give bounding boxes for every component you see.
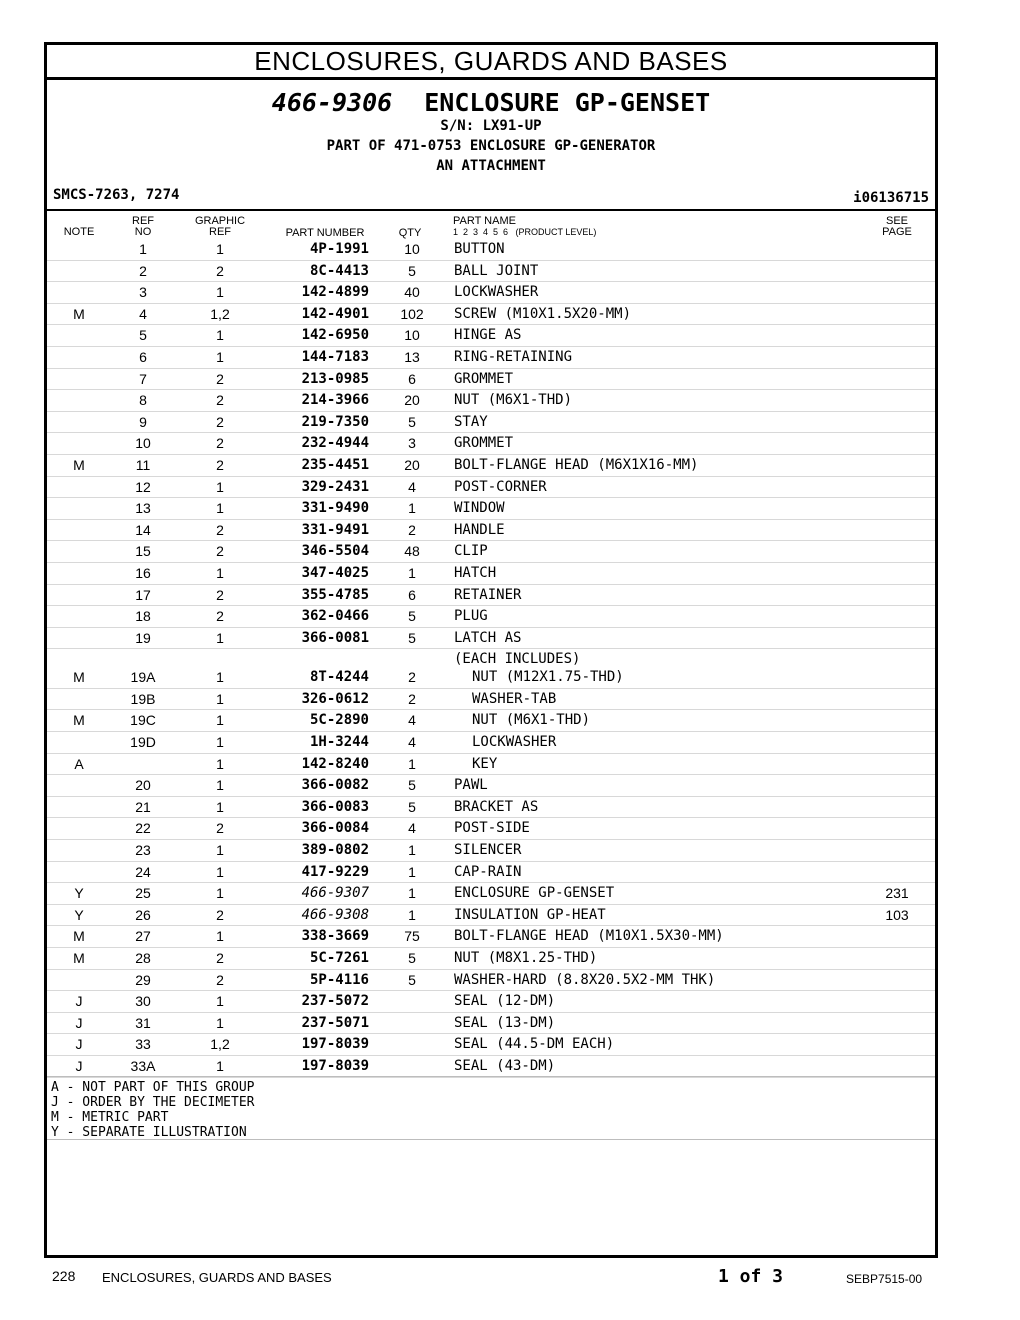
table-row: [47, 477, 935, 499]
cell-graphic-ref: 1: [216, 885, 224, 902]
cell-part-name: HATCH: [454, 564, 497, 581]
cell-part-name: BALL JOINT: [454, 262, 539, 279]
cell-part-number: 331-9491: [301, 521, 369, 538]
cell-part-number: 8T-4244: [309, 669, 369, 686]
table-row: [47, 840, 935, 862]
cell-graphic-ref: 2: [216, 820, 224, 837]
cell-ref-no: 23: [135, 842, 151, 859]
cell-part-name: RING-RETAINING: [454, 348, 573, 365]
cell-qty: 4: [408, 712, 416, 729]
cell-ref-no: 19: [135, 629, 151, 646]
cell-ref-no: 3: [139, 284, 147, 301]
col-part-number-header: PART NUMBER: [285, 227, 365, 239]
table-row: [47, 261, 935, 283]
cell-part-number: 197-8039: [301, 1057, 369, 1074]
cell-part-name: NUT (M6X1-THD): [472, 712, 591, 729]
cell-note: M: [73, 928, 85, 945]
table-row: [47, 883, 935, 905]
cell-part-name: PLUG: [454, 608, 488, 625]
cell-graphic-ref: 1: [216, 928, 224, 945]
table-row: [47, 369, 935, 391]
cell-part-name: (EACH INCLUDES): [454, 651, 581, 668]
cell-ref-no: 21: [135, 798, 151, 815]
section-title: ENCLOSURES, GUARDS AND BASES: [47, 45, 935, 80]
cell-ref-no: 16: [135, 564, 151, 581]
cell-graphic-ref: 1: [216, 348, 224, 365]
cell-ref-no: 20: [135, 777, 151, 794]
cell-graphic-ref: 1: [216, 284, 224, 301]
cell-part-name: GROMMET: [454, 370, 514, 387]
cell-part-number: 235-4451: [301, 456, 369, 473]
table-row: [47, 1034, 935, 1056]
table-row: [47, 926, 935, 948]
col-see-header-line2: PAGE: [882, 226, 912, 238]
serial-range: S/N: LX91-UP: [440, 118, 542, 134]
cell-qty: 2: [408, 690, 416, 707]
cell-ref-no: 26: [135, 906, 151, 923]
table-row: [47, 239, 935, 261]
cell-part-name: SCREW (M10X1.5X20-MM): [454, 305, 632, 322]
footer-sheet: 1 of 3: [718, 1266, 784, 1287]
cell-graphic-ref: 1: [216, 690, 224, 707]
cell-graphic-ref: 2: [216, 392, 224, 409]
cell-part-number: 366-0083: [301, 798, 369, 815]
cell-ref-no: 7: [139, 370, 147, 387]
cell-graphic-ref: 1: [216, 564, 224, 581]
cell-part-number: 142-8240: [301, 755, 369, 772]
table-row: [47, 710, 935, 732]
cell-qty: 2: [408, 669, 416, 686]
cell-qty: 1: [408, 500, 416, 517]
cell-ref-no: 28: [135, 950, 151, 966]
cell-ref-no: 18: [135, 608, 151, 625]
cell-part-name: NUT (M8X1.25-THD): [454, 950, 598, 966]
cell-part-name: LATCH AS: [454, 629, 522, 646]
table-row: [47, 585, 935, 607]
note-line: A - NOT PART OF THIS GROUP: [51, 1080, 255, 1095]
col-ref-header-line1: REF: [132, 215, 154, 227]
cell-part-number: 338-3669: [301, 928, 369, 945]
cell-ref-no: 15: [135, 543, 151, 560]
cell-note: J: [75, 1014, 83, 1031]
cell-qty: 3: [408, 435, 416, 452]
cell-part-name: WASHER-HARD (8.8X20.5X2-MM THK): [454, 971, 716, 988]
cell-note: M: [73, 305, 85, 322]
cell-ref-no: 24: [135, 863, 151, 880]
cell-qty: 5: [408, 950, 416, 966]
col-part-name-label: PART NAME: [453, 215, 516, 227]
cell-qty: 10: [404, 327, 420, 344]
cell-graphic-ref: 2: [216, 543, 224, 560]
cell-graphic-ref: 1: [216, 1057, 224, 1074]
cell-part-number: 326-0612: [301, 690, 369, 707]
cell-part-number: 362-0466: [301, 608, 369, 625]
illustration-id: i06136715: [853, 190, 929, 206]
cell-graphic-ref: 2: [216, 413, 224, 430]
cell-part-number: 4P-1991: [309, 241, 369, 257]
cell-part-name: SEAL (43-DM): [454, 1057, 556, 1074]
table-row: [47, 628, 935, 650]
cell-graphic-ref: 2: [216, 370, 224, 387]
cell-part-number: 5C-2890: [309, 712, 369, 729]
col-ref-header: [123, 216, 163, 238]
cell-part-name: WASHER-TAB: [472, 690, 557, 707]
cell-graphic-ref: 2: [216, 971, 224, 988]
table-row: [47, 905, 935, 927]
footer-section: ENCLOSURES, GUARDS AND BASES: [102, 1270, 332, 1285]
cell-part-name: GROMMET: [454, 435, 514, 452]
cell-qty: 40: [404, 284, 420, 301]
cell-qty: 4: [408, 478, 416, 495]
cell-ref-no: 12: [135, 478, 151, 495]
cell-part-name: SEAL (44.5-DM EACH): [454, 1036, 615, 1053]
cell-graphic-ref: 1: [216, 669, 224, 686]
cell-part-number: 5P-4116: [309, 971, 369, 988]
cell-see-page: 231: [885, 885, 909, 902]
cell-part-name: ENCLOSURE GP-GENSET: [454, 885, 615, 902]
cell-ref-no: 4: [139, 305, 147, 322]
cell-graphic-ref: 2: [216, 456, 224, 473]
col-note-header: NOTE: [63, 226, 95, 238]
cell-note: A: [74, 755, 84, 772]
table-row: [47, 282, 935, 304]
cell-graphic-ref: 1: [216, 241, 224, 257]
cell-graphic-ref: 1: [216, 863, 224, 880]
cell-qty: 5: [408, 777, 416, 794]
footer-page-number: 228: [52, 1268, 76, 1284]
product-level-scale: 1 2 3 4 5 6 (PRODUCT LEVEL): [453, 227, 597, 237]
notes-divider-bottom: [47, 1139, 935, 1140]
cell-part-name: BOLT-FLANGE HEAD (M10X1.5X30-MM): [454, 928, 724, 945]
cell-ref-no: 30: [135, 993, 151, 1010]
cell-part-number: 466-9308: [301, 906, 369, 923]
cell-part-number: 331-9490: [301, 500, 369, 517]
cell-qty: 48: [404, 543, 420, 560]
table-row: [47, 347, 935, 369]
cell-part-number: 214-3966: [301, 392, 369, 409]
cell-graphic-ref: 1: [216, 500, 224, 517]
cell-part-name: HANDLE: [454, 521, 505, 538]
cell-ref-no: 1: [139, 241, 147, 257]
cell-graphic-ref: 1: [216, 993, 224, 1010]
cell-ref-no: 13: [135, 500, 151, 517]
cell-ref-no: 22: [135, 820, 151, 837]
note-line: M - METRIC PART: [51, 1110, 169, 1125]
cell-part-number: 355-4785: [301, 586, 369, 603]
cell-ref-no: 27: [135, 928, 151, 945]
table-row: [47, 325, 935, 347]
cell-note: J: [75, 1057, 83, 1074]
parts-table: [47, 239, 935, 1078]
cell-qty: 5: [408, 262, 416, 279]
cell-graphic-ref: 1: [216, 478, 224, 495]
part-of-line: PART OF 471-0753 ENCLOSURE GP-GENERATOR: [326, 138, 656, 154]
cell-part-name: SEAL (12-DM): [454, 993, 556, 1010]
cell-ref-no: 19D: [130, 734, 156, 751]
table-row: [47, 433, 935, 455]
cell-part-name: NUT (M6X1-THD): [454, 392, 573, 409]
cell-note: M: [73, 950, 85, 966]
cell-part-number: 347-4025: [301, 564, 369, 581]
table-row: [47, 732, 935, 754]
cell-graphic-ref: 2: [216, 950, 224, 966]
table-row: [47, 862, 935, 884]
cell-note: M: [73, 669, 85, 686]
col-graphic-header-line2: REF: [209, 226, 231, 238]
cell-graphic-ref: 1: [216, 842, 224, 859]
cell-part-name: RETAINER: [454, 586, 522, 603]
cell-qty: 1: [408, 755, 416, 772]
table-row: [47, 390, 935, 412]
cell-note: M: [73, 712, 85, 729]
cell-qty: 4: [408, 734, 416, 751]
col-see-header-line1: SEE: [885, 215, 908, 227]
cell-qty: 1: [408, 863, 416, 880]
cell-qty: 1: [408, 885, 416, 902]
col-qty-header: QTY: [398, 227, 422, 239]
cell-part-number: 142-6950: [301, 327, 369, 344]
cell-qty: 1: [408, 564, 416, 581]
cell-part-name: BUTTON: [454, 241, 505, 257]
cell-qty: 10: [404, 241, 420, 257]
cell-graphic-ref: 2: [216, 262, 224, 279]
cell-qty: 5: [408, 413, 416, 430]
cell-part-name: LOCKWASHER: [454, 284, 539, 301]
table-row: [47, 991, 935, 1013]
cell-graphic-ref: 1: [216, 327, 224, 344]
cell-part-name: POST-CORNER: [454, 478, 547, 495]
cell-graphic-ref: 1: [216, 777, 224, 794]
cell-part-name: BRACKET AS: [454, 798, 539, 815]
table-row: [47, 775, 935, 797]
cell-qty: 5: [408, 798, 416, 815]
cell-ref-no: 6: [139, 348, 147, 365]
table-row: [47, 689, 935, 711]
cell-part-number: 389-0802: [301, 842, 369, 859]
table-row: [47, 606, 935, 628]
cell-ref-no: 8: [139, 392, 147, 409]
cell-qty: 1: [408, 906, 416, 923]
table-row: [47, 667, 935, 689]
cell-qty: 2: [408, 521, 416, 538]
cell-part-number: 366-0081: [301, 629, 369, 646]
cell-graphic-ref: 1: [216, 629, 224, 646]
cell-ref-no: 10: [135, 435, 151, 452]
cell-part-number: 466-9307: [301, 885, 369, 902]
table-row: [47, 754, 935, 776]
cell-qty: 4: [408, 820, 416, 837]
cell-qty: 75: [404, 928, 420, 945]
cell-part-name: SILENCER: [454, 842, 522, 859]
table-row: [47, 563, 935, 585]
cell-part-number: 142-4899: [301, 284, 369, 301]
col-graphic-header: [189, 216, 251, 238]
cell-graphic-ref: 2: [216, 521, 224, 538]
cell-graphic-ref: 2: [216, 586, 224, 603]
cell-part-number: 346-5504: [301, 543, 369, 560]
cell-ref-no: 25: [135, 885, 151, 902]
cell-note: M: [73, 456, 85, 473]
cell-ref-no: 33A: [130, 1057, 156, 1074]
table-row: [47, 649, 935, 667]
cell-part-name: INSULATION GP-HEAT: [454, 906, 606, 923]
cell-part-number: 366-0084: [301, 820, 369, 837]
table-row: [47, 304, 935, 326]
cell-ref-no: 31: [135, 1014, 151, 1031]
cell-see-page: 103: [885, 906, 909, 923]
notes-legend: [51, 1080, 255, 1140]
group-title: [47, 88, 935, 117]
table-row: [47, 1056, 935, 1078]
cell-part-name: LOCKWASHER: [472, 734, 557, 751]
cell-ref-no: 33: [135, 1036, 151, 1053]
cell-note: J: [75, 993, 83, 1010]
cell-graphic-ref: 1,2: [210, 305, 230, 322]
cell-ref-no: 17: [135, 586, 151, 603]
cell-part-name: SEAL (13-DM): [454, 1014, 556, 1031]
cell-ref-no: 14: [135, 521, 151, 538]
group-name: ENCLOSURE GP-GENSET: [424, 88, 711, 117]
cell-graphic-ref: 2: [216, 608, 224, 625]
cell-part-number: 232-4944: [301, 435, 369, 452]
col-graphic-header-line1: GRAPHIC: [194, 215, 246, 227]
cell-qty: 1: [408, 842, 416, 859]
table-row: [47, 455, 935, 477]
attachment-line: AN ATTACHMENT: [436, 158, 546, 174]
cell-note: Y: [74, 906, 84, 923]
cell-graphic-ref: 1: [216, 734, 224, 751]
table-row: [47, 970, 935, 992]
cell-part-number: 237-5072: [301, 993, 369, 1010]
cell-part-number: 237-5071: [301, 1014, 369, 1031]
cell-part-number: 213-0985: [301, 370, 369, 387]
cell-part-number: 1H-3244: [309, 734, 369, 751]
cell-graphic-ref: 1: [216, 755, 224, 772]
cell-ref-no: 9: [139, 413, 147, 430]
cell-part-name: HINGE AS: [454, 327, 522, 344]
cell-graphic-ref: 2: [216, 435, 224, 452]
footer-document-id: SEBP7515-00: [846, 1272, 923, 1286]
table-row: [47, 797, 935, 819]
cell-graphic-ref: 2: [216, 906, 224, 923]
cell-ref-no: 5: [139, 327, 147, 344]
cell-part-number: 366-0082: [301, 777, 369, 794]
cell-part-name: CLIP: [454, 543, 488, 560]
note-line: J - ORDER BY THE DECIMETER: [51, 1095, 255, 1110]
col-ref-header-line2: NO: [134, 226, 152, 238]
group-part-number: 466-9306: [271, 88, 393, 117]
table-row: [47, 948, 935, 970]
cell-part-name: NUT (M12X1.75-THD): [472, 669, 624, 686]
cell-graphic-ref: 1: [216, 798, 224, 815]
cell-part-number: 8C-4413: [309, 262, 369, 279]
cell-ref-no: 2: [139, 262, 147, 279]
cell-part-name: BOLT-FLANGE HEAD (M6X1X16-MM): [454, 456, 699, 473]
cell-ref-no: 29: [135, 971, 151, 988]
cell-part-number: 417-9229: [301, 863, 369, 880]
cell-note: Y: [74, 885, 84, 902]
cell-graphic-ref: 1,2: [210, 1036, 230, 1053]
table-row: [47, 1013, 935, 1035]
cell-part-number: 197-8039: [301, 1036, 369, 1053]
cell-part-name: KEY: [472, 755, 498, 772]
table-row: [47, 541, 935, 563]
cell-qty: 5: [408, 629, 416, 646]
col-part-name-header: [453, 216, 713, 238]
cell-part-number: 219-7350: [301, 413, 369, 430]
cell-part-number: 142-4901: [301, 305, 369, 322]
cell-part-name: PAWL: [454, 777, 488, 794]
cell-qty: 6: [408, 586, 416, 603]
table-row: [47, 818, 935, 840]
cell-qty: 20: [404, 392, 420, 409]
table-row: [47, 412, 935, 434]
cell-qty: 20: [404, 456, 420, 473]
page-frame: [44, 42, 938, 1258]
smcs-code: SMCS-7263, 7274: [53, 187, 180, 203]
cell-qty: 6: [408, 370, 416, 387]
cell-graphic-ref: 1: [216, 712, 224, 729]
cell-part-name: POST-SIDE: [454, 820, 530, 837]
cell-ref-no: 19A: [130, 669, 156, 686]
cell-qty: 13: [404, 348, 420, 365]
table-row: [47, 520, 935, 542]
cell-ref-no: 11: [135, 456, 151, 473]
cell-qty: 5: [408, 608, 416, 625]
cell-ref-no: 19C: [130, 712, 156, 729]
note-line: Y - SEPARATE ILLUSTRATION: [51, 1125, 247, 1140]
cell-part-name: STAY: [454, 413, 488, 430]
cell-part-number: 144-7183: [301, 348, 369, 365]
table-row: [47, 498, 935, 520]
cell-note: J: [75, 1036, 83, 1053]
cell-part-name: WINDOW: [454, 500, 505, 517]
cell-part-name: CAP-RAIN: [454, 863, 522, 880]
header-divider: [47, 209, 935, 211]
col-see-page-header: [873, 216, 921, 238]
cell-part-number: 5C-7261: [309, 950, 369, 966]
cell-qty: 5: [408, 971, 416, 988]
notes-divider-top: [47, 1076, 935, 1077]
cell-ref-no: 19B: [130, 690, 156, 707]
cell-qty: 102: [400, 305, 424, 322]
cell-graphic-ref: 1: [216, 1014, 224, 1031]
cell-part-number: 329-2431: [301, 478, 369, 495]
